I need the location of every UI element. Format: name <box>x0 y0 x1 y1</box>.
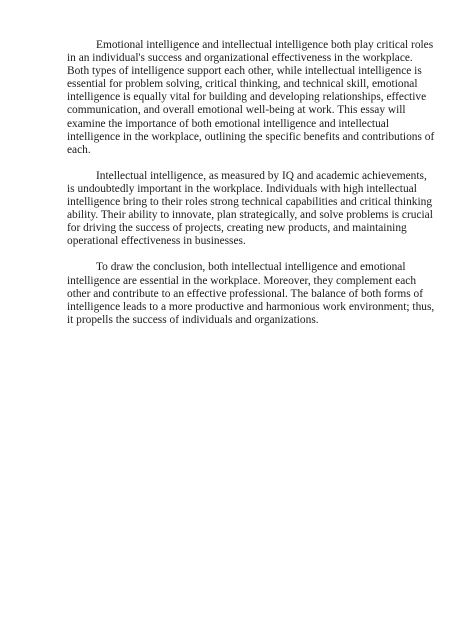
text-line: for driving the success of projects, creating new products, and maintaining <box>67 222 407 235</box>
text-line: operational effectiveness in businesses. <box>67 235 246 248</box>
text-line: intelligence are essential in the workplace. Moreover, they complement each <box>67 274 417 287</box>
text-line: intelligence in the workplace, outlining the specific benefits and contributions of <box>67 130 435 143</box>
text-line: is undoubtedly important in the workplace. Individuals with high intellectual <box>67 182 417 195</box>
paragraph-intro <box>67 39 435 157</box>
essay-body <box>67 39 435 327</box>
paragraph-intellectual <box>67 169 433 249</box>
text-line: intelligence bring to their roles strong technical capabilities and critical thinking <box>67 196 433 209</box>
text-line: To draw the conclusion, both intellectual intelligence and emotional <box>96 261 406 274</box>
text-line: ability. Their ability to innovate, plan strategically, and solve problems is crucial <box>67 209 433 222</box>
text-line: Both types of intelligence support each other, while intellectual intelligence is <box>67 65 422 78</box>
text-line: essential for problem solving, critical thinking, and technical skill, emotional <box>67 78 418 91</box>
paragraph-conclusion <box>67 261 435 326</box>
text-line: intelligence is equally vital for building and developing relationships, effective <box>67 91 427 104</box>
text-line: Emotional intelligence and intellectual intelligence both play critical roles <box>96 39 434 51</box>
text-line: Intellectual intelligence, as measured by IQ and academic achievements, <box>96 169 427 182</box>
text-line: in an individual's success and organizational effectiveness in the workplace. <box>67 52 413 65</box>
text-line: each. <box>67 143 91 156</box>
text-line: other and contribute to an effective professional. The balance of both forms of <box>67 287 424 300</box>
text-line: intelligence leads to a more productive and harmonious work environment; thus, <box>67 300 435 313</box>
text-line: it propells the success of individuals and organizations. <box>67 313 319 326</box>
text-line: examine the importance of both emotional intelligence and intellectual <box>67 117 389 130</box>
text-line: communication, and overall emotional well-being at work. This essay will <box>67 104 406 117</box>
